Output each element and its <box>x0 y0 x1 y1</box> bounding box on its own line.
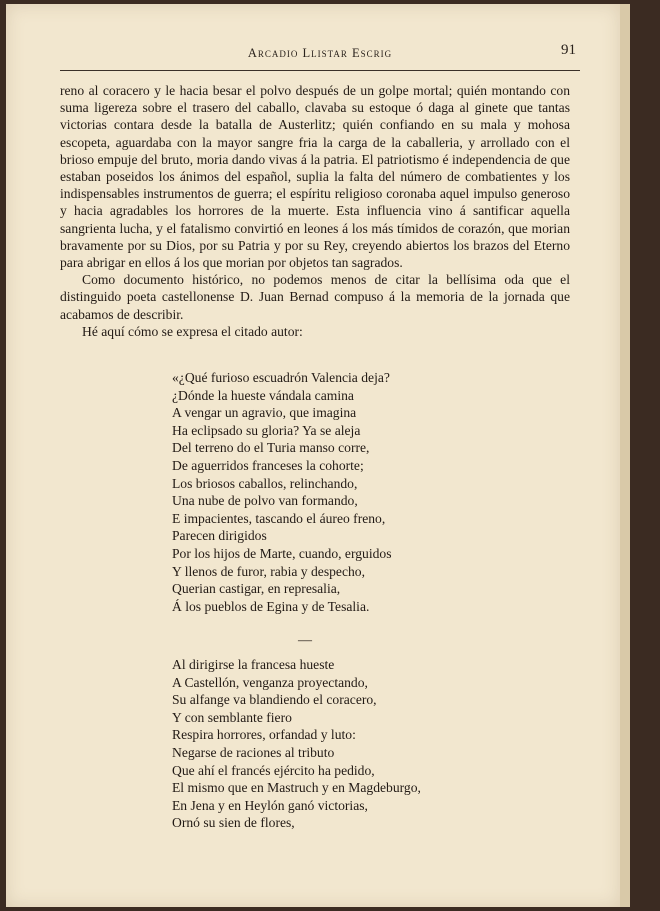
poem-stanza-1 <box>172 369 392 615</box>
verse-line: En Jena y en Heylón ganó victorias, <box>172 797 368 813</box>
paragraph-intro-verse: Hé aquí cómo se expresa el citado autor: <box>82 323 303 339</box>
poem-stanza-2 <box>172 656 421 832</box>
verse-line: Ornó su sien de flores, <box>172 815 295 831</box>
verse-line: Su alfange va blandiendo el coracero, <box>172 692 377 708</box>
paragraph-continued: reno al coracero y le hacia besar el polvo después de un golpe mortal; quién montando con suma ligereza sobre el trasero del caballo, clavaba su estoque ó daga al ginete que tantas victorias contara desde la batalla de Austerlitz; quién confiando en su mala y mohosa escopeta, aguardaba con la mayor sangre fria la carga de la caballeria, y arrollado con el brioso empuje del bruto, moria dando vivas á la patria. El patriotismo é independencia de que estaban poseidos los ánimos del español, suplia la falta del número de combatientes y los indispensables instrumentos de guerra; el espíritu religioso coronaba aquel impulso generoso y hacia agradables los horrores de la muerte. Esta influencia vino á santificar aquella sangrienta lucha, y el fatalismo convirtió en leones á los más tímidos de corazón, que morian bravamente por su Dios, por su Patria y por su Rey, creyendo abiertos los brazos del Eterno para abrigar en ellos á los que morian por objetos tan sagrados. <box>60 83 570 271</box>
verse-line: Parecen dirigidos <box>172 528 267 544</box>
verse-line: Por los hijos de Marte, cuando, erguidos <box>172 545 392 561</box>
header-rule <box>60 70 580 71</box>
verse-line: El mismo que en Mastruch y en Magdeburgo, <box>172 780 421 796</box>
page-number: 91 <box>561 42 576 58</box>
verse-line: Los briosos caballos, relinchando, <box>172 475 358 491</box>
verse-line: Al dirigirse la francesa hueste <box>172 657 335 672</box>
verse-line: Del terreno do el Turia manso corre, <box>172 440 370 456</box>
verse-line: ¿Dónde la hueste vándala camina <box>172 387 354 403</box>
verse-line: E impacientes, tascando el áureo freno, <box>172 510 386 526</box>
stanza-separator: — <box>298 633 312 648</box>
page-header <box>60 34 580 74</box>
verse-line: Querian castigar, en represalia, <box>172 581 341 597</box>
verse-line: Que ahí el francés ejército ha pedido, <box>172 762 375 778</box>
paragraph-document: Como documento histórico, no podemos menos de citar la bellísima oda que el distinguido poeta castellonense D. Juan Bernad compuso á la memoria de la jornada que acabamos de describir. <box>60 272 570 322</box>
running-head: Arcadio Llistar Escrig <box>247 46 393 60</box>
verse-line: «¿Qué furioso escuadrón Valencia deja? <box>172 370 390 385</box>
verse-line: A vengar un agravio, que imagina <box>172 405 357 421</box>
verse-line: Á los pueblos de Egina y de Tesalia. <box>172 598 370 614</box>
verse-line: Ha eclipsado su gloria? Ya se aleja <box>172 422 361 438</box>
verse-line: Negarse de raciones al tributo <box>172 744 335 760</box>
verse-line: A Castellón, venganza proyectando, <box>172 674 368 690</box>
prose-body <box>60 82 570 340</box>
verse-line: Y con semblante fiero <box>172 709 292 725</box>
verse-line: Una nube de polvo van formando, <box>172 493 358 509</box>
verse-line: Y llenos de furor, rabia y despecho, <box>172 563 365 579</box>
verse-line: De aguerridos franceses la cohorte; <box>172 457 364 473</box>
page-edge <box>620 4 630 907</box>
verse-line: Respira horrores, orfandad y luto: <box>172 727 356 743</box>
